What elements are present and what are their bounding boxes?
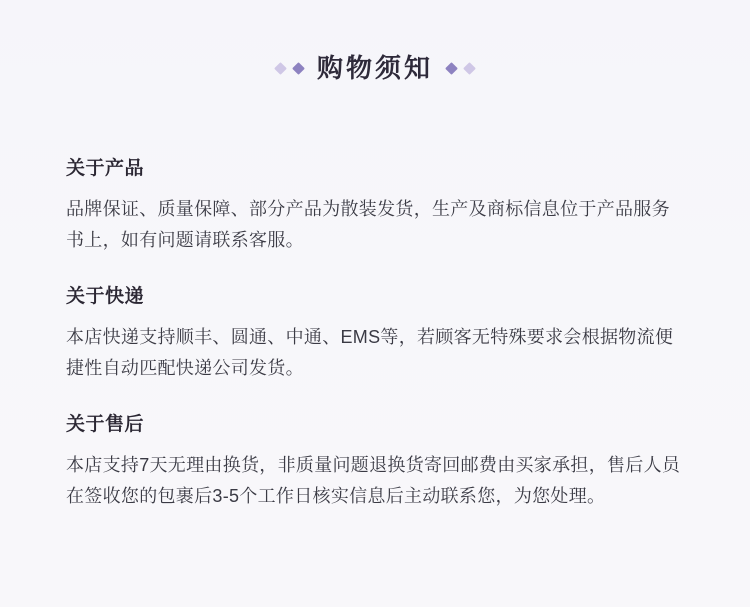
section-body: 品牌保证、质量保障、部分产品为散装发货，生产及商标信息位于产品服务书上，如有问题请联系客服。: [66, 198, 670, 251]
diamond-icon: [274, 62, 287, 75]
section-shipping: [66, 281, 684, 385]
diamond-icon: [445, 62, 458, 75]
page-header: [0, 0, 750, 99]
section-product: [66, 153, 684, 257]
section-after-sales: [66, 409, 684, 513]
section-heading: 关于产品: [66, 157, 145, 179]
ornament-right: [447, 64, 474, 73]
section-body: 本店支持7天无理由换货，非质量问题退换货寄回邮费由买家承担，售后人员在签收您的包裹后3-5个工作日核实信息后主动联系您，为您处理。: [66, 454, 681, 507]
section-heading: 关于售后: [66, 413, 145, 435]
ornament-left: [276, 64, 303, 73]
diamond-icon: [292, 62, 305, 75]
section-body: 本店快递支持顺丰、圆通、中通、EMS等，若顾客无特殊要求会根据物流便捷性自动匹配快递公司发货。: [66, 326, 674, 379]
section-heading: 关于快递: [66, 285, 145, 307]
notice-content: [0, 99, 750, 513]
page-title: 购物须知: [316, 53, 433, 84]
diamond-icon: [463, 62, 476, 75]
